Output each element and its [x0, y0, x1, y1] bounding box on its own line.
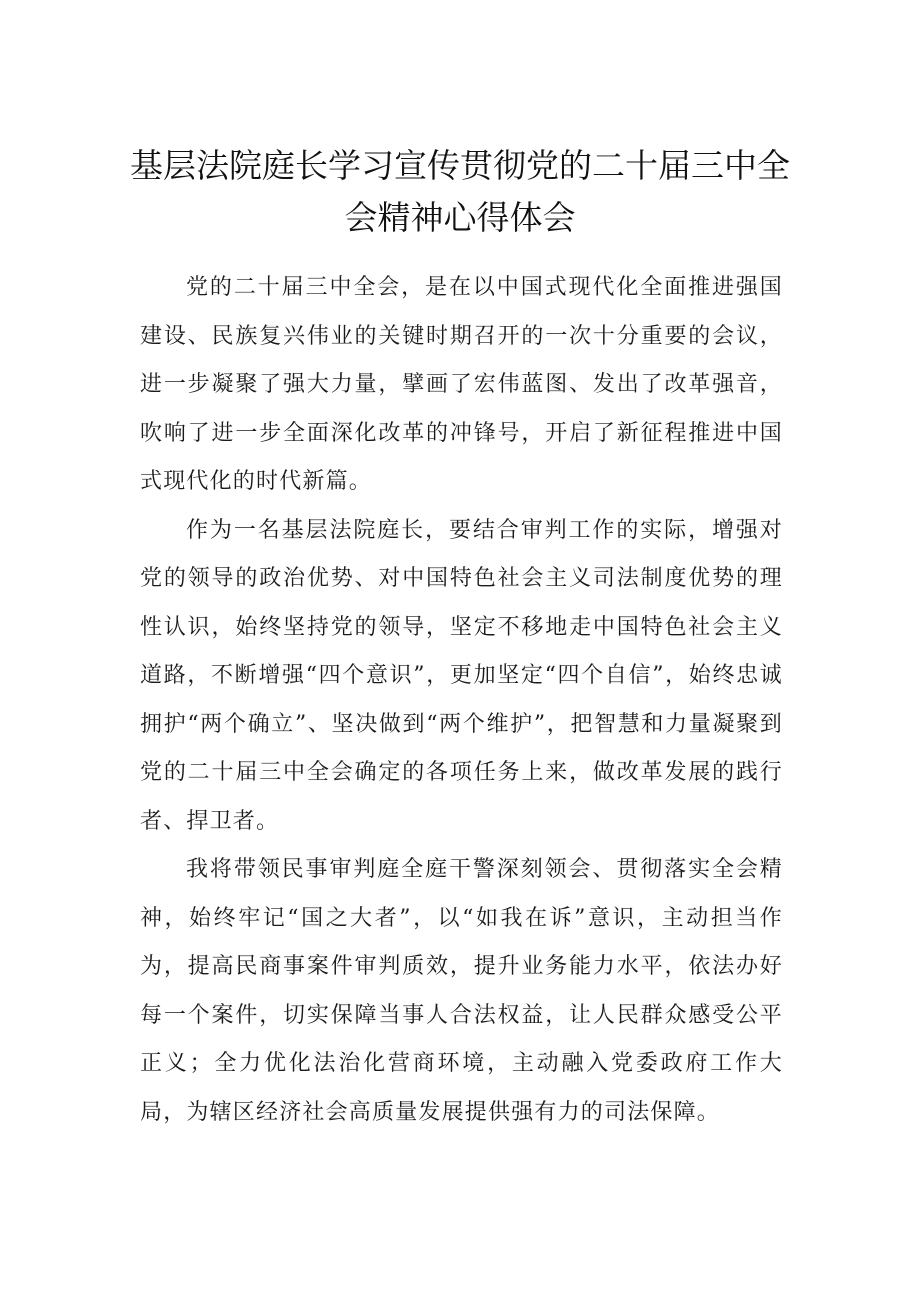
body-paragraph: 党的二十届三中全会，是在以中国式现代化全面推进强国建设、民族复兴伟业的关键时期召开的一次十分重要的会议，进一步凝聚了强大力量，擘画了宏伟蓝图、发出了改革强音，吹响了进一步全面深化改革的冲锋号，开启了新征程推进中国式现代化的时代新篇。: [140, 275, 783, 494]
body-paragraph: 我将带领民事审判庭全庭干警深刻领会、贯彻落实全会精神，始终牢记“国之大者”，以“如我在诉”意识，主动担当作为，提高民商事案件审判质效，提升业务能力水平，依法办好每一个案件，切实保障当事人合法权益，让人民群众感受公平正义；全力优化法治化营商环境，主动融入党委政府工作大局，为辖区经济社会高质量发展提供强有力的司法保障。: [140, 857, 783, 1125]
document-title: 基层法院庭长学习宣传贯彻党的二十届三中全会精神心得体会: [130, 146, 790, 237]
body-paragraph: 作为一名基层法院庭长，要结合审判工作的实际，增强对党的领导的政治优势、对中国特色社会主义司法制度优势的理性认识，始终坚持党的领导，坚定不移地走中国特色社会主义道路，不断增强“四个意识”，更加坚定“四个自信”，始终忠诚拥护“两个确立”、坚决做到“两个维护”，把智慧和力量凝聚到党的二十届三中全会确定的各项任务上来，做改革发展的践行者、捍卫者。: [140, 517, 783, 834]
document-body: [140, 264, 783, 1137]
